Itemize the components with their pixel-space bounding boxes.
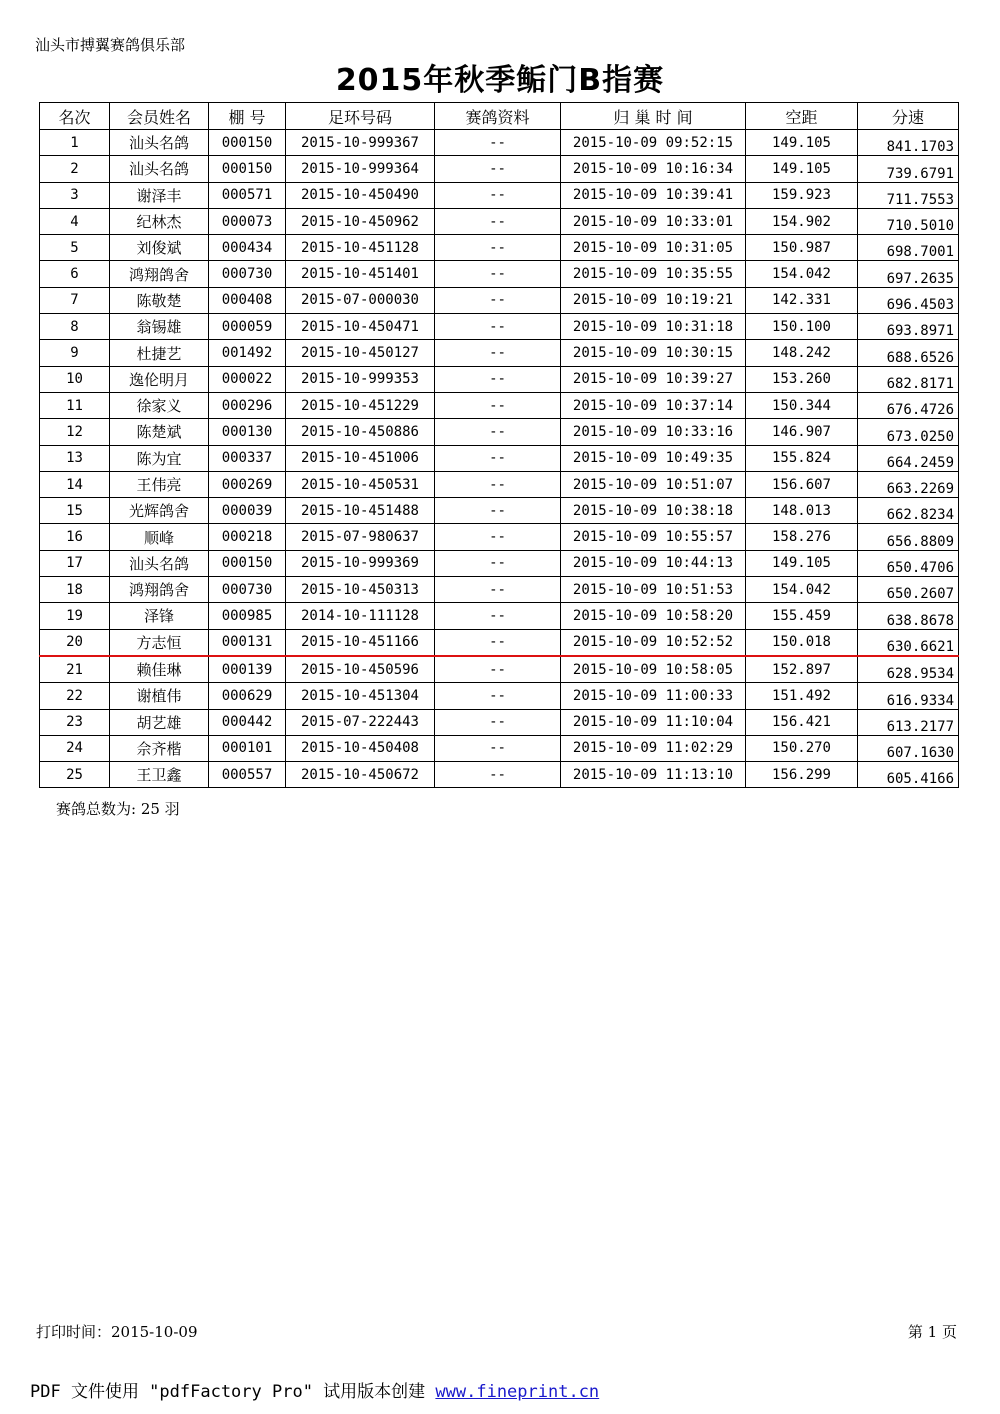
loft-cell: 000150 bbox=[209, 156, 286, 182]
ring-number-cell: 2015-10-999367 bbox=[286, 130, 435, 156]
distance-cell: 153.260 bbox=[746, 366, 858, 392]
column-header-ring: 足环号码 bbox=[286, 103, 435, 130]
member-name-cell: 翁锡雄 bbox=[110, 314, 209, 340]
arrival-time-cell: 2015-10-09 10:52:52 bbox=[561, 629, 746, 656]
member-name-cell: 陈敬楚 bbox=[110, 287, 209, 313]
distance-cell: 150.270 bbox=[746, 735, 858, 761]
speed-cell: 711.7553 bbox=[858, 182, 959, 208]
arrival-time-cell: 2015-10-09 09:52:15 bbox=[561, 130, 746, 156]
organization-name: 汕头市搏翼赛鸽俱乐部 bbox=[35, 36, 186, 54]
member-name-cell: 逸伦明月 bbox=[110, 366, 209, 392]
loft-cell: 000022 bbox=[209, 366, 286, 392]
table-row bbox=[40, 314, 959, 340]
distance-cell: 154.902 bbox=[746, 208, 858, 234]
results-table bbox=[39, 102, 959, 788]
ring-number-cell: 2015-10-451006 bbox=[286, 445, 435, 471]
loft-cell: 000985 bbox=[209, 603, 286, 629]
table-row bbox=[40, 471, 959, 497]
speed-cell: 688.6526 bbox=[858, 340, 959, 366]
info-cell: -- bbox=[435, 182, 561, 208]
distance-cell: 154.042 bbox=[746, 261, 858, 287]
loft-cell: 000059 bbox=[209, 314, 286, 340]
column-header-info: 赛鸽资料 bbox=[435, 103, 561, 130]
rank-cell: 18 bbox=[40, 577, 110, 603]
distance-cell: 155.459 bbox=[746, 603, 858, 629]
speed-cell: 607.1630 bbox=[858, 735, 959, 761]
arrival-time-cell: 2015-10-09 10:35:55 bbox=[561, 261, 746, 287]
table-row bbox=[40, 709, 959, 735]
ring-number-cell: 2015-10-450313 bbox=[286, 577, 435, 603]
info-cell: -- bbox=[435, 577, 561, 603]
member-name-cell: 汕头名鸽 bbox=[110, 156, 209, 182]
speed-cell: 739.6791 bbox=[858, 156, 959, 182]
speed-cell: 696.4503 bbox=[858, 287, 959, 313]
speed-cell: 616.9334 bbox=[858, 683, 959, 709]
arrival-time-cell: 2015-10-09 10:58:20 bbox=[561, 603, 746, 629]
loft-cell: 000434 bbox=[209, 235, 286, 261]
column-header-distance: 空距 bbox=[746, 103, 858, 130]
table-row bbox=[40, 261, 959, 287]
ring-number-cell: 2015-07-222443 bbox=[286, 709, 435, 735]
rank-cell: 23 bbox=[40, 709, 110, 735]
column-header-rank: 名次 bbox=[40, 103, 110, 130]
speed-cell: 676.4726 bbox=[858, 392, 959, 418]
rank-cell: 20 bbox=[40, 629, 110, 656]
distance-cell: 152.897 bbox=[746, 656, 858, 683]
info-cell: -- bbox=[435, 419, 561, 445]
print-time: 打印时间：2015-10-09 bbox=[36, 1323, 198, 1341]
distance-cell: 154.042 bbox=[746, 577, 858, 603]
rank-cell: 16 bbox=[40, 524, 110, 550]
rank-cell: 5 bbox=[40, 235, 110, 261]
info-cell: -- bbox=[435, 235, 561, 261]
ring-number-cell: 2015-10-450408 bbox=[286, 735, 435, 761]
speed-cell: 656.8809 bbox=[858, 524, 959, 550]
rank-cell: 17 bbox=[40, 550, 110, 576]
arrival-time-cell: 2015-10-09 11:10:04 bbox=[561, 709, 746, 735]
member-name-cell: 徐家义 bbox=[110, 392, 209, 418]
loft-cell: 000730 bbox=[209, 577, 286, 603]
distance-cell: 159.923 bbox=[746, 182, 858, 208]
member-name-cell: 王伟亮 bbox=[110, 471, 209, 497]
ring-number-cell: 2015-10-451229 bbox=[286, 392, 435, 418]
arrival-time-cell: 2015-10-09 10:33:16 bbox=[561, 419, 746, 445]
ring-number-cell: 2015-10-450886 bbox=[286, 419, 435, 445]
loft-cell: 000131 bbox=[209, 629, 286, 656]
ring-number-cell: 2014-10-111128 bbox=[286, 603, 435, 629]
arrival-time-cell: 2015-10-09 11:13:10 bbox=[561, 762, 746, 788]
info-cell: -- bbox=[435, 340, 561, 366]
speed-cell: 697.2635 bbox=[858, 261, 959, 287]
rank-cell: 11 bbox=[40, 392, 110, 418]
ring-number-cell: 2015-10-451488 bbox=[286, 498, 435, 524]
member-name-cell: 鸿翔鸽舍 bbox=[110, 261, 209, 287]
member-name-cell: 方志恒 bbox=[110, 629, 209, 656]
ring-number-cell: 2015-10-451128 bbox=[286, 235, 435, 261]
rank-cell: 7 bbox=[40, 287, 110, 313]
distance-cell: 142.331 bbox=[746, 287, 858, 313]
rank-cell: 12 bbox=[40, 419, 110, 445]
distance-cell: 149.105 bbox=[746, 550, 858, 576]
speed-cell: 710.5010 bbox=[858, 208, 959, 234]
arrival-time-cell: 2015-10-09 11:02:29 bbox=[561, 735, 746, 761]
info-cell: -- bbox=[435, 392, 561, 418]
rank-cell: 21 bbox=[40, 656, 110, 683]
distance-cell: 155.824 bbox=[746, 445, 858, 471]
arrival-time-cell: 2015-10-09 10:37:14 bbox=[561, 392, 746, 418]
table-row bbox=[40, 498, 959, 524]
rank-cell: 15 bbox=[40, 498, 110, 524]
column-header-loft: 棚 号 bbox=[209, 103, 286, 130]
table-row bbox=[40, 524, 959, 550]
ring-number-cell: 2015-10-450490 bbox=[286, 182, 435, 208]
table-row bbox=[40, 208, 959, 234]
member-name-cell: 刘俊斌 bbox=[110, 235, 209, 261]
ring-number-cell: 2015-10-450471 bbox=[286, 314, 435, 340]
distance-cell: 149.105 bbox=[746, 130, 858, 156]
info-cell: -- bbox=[435, 683, 561, 709]
table-row bbox=[40, 419, 959, 445]
arrival-time-cell: 2015-10-09 11:00:33 bbox=[561, 683, 746, 709]
member-name-cell: 陈为宜 bbox=[110, 445, 209, 471]
distance-cell: 150.987 bbox=[746, 235, 858, 261]
table-row bbox=[40, 683, 959, 709]
loft-cell: 000101 bbox=[209, 735, 286, 761]
page-number: 第 1 页 bbox=[907, 1323, 957, 1341]
rank-cell: 19 bbox=[40, 603, 110, 629]
speed-cell: 628.9534 bbox=[858, 656, 959, 683]
loft-cell: 000150 bbox=[209, 130, 286, 156]
rank-cell: 24 bbox=[40, 735, 110, 761]
arrival-time-cell: 2015-10-09 10:51:53 bbox=[561, 577, 746, 603]
column-header-arrival: 归 巢 时 间 bbox=[561, 103, 746, 130]
table-row bbox=[40, 340, 959, 366]
distance-cell: 156.607 bbox=[746, 471, 858, 497]
speed-cell: 662.8234 bbox=[858, 498, 959, 524]
loft-cell: 000337 bbox=[209, 445, 286, 471]
member-name-cell: 谢植伟 bbox=[110, 683, 209, 709]
rank-cell: 3 bbox=[40, 182, 110, 208]
loft-cell: 000073 bbox=[209, 208, 286, 234]
column-header-member: 会员姓名 bbox=[110, 103, 209, 130]
table-row bbox=[40, 235, 959, 261]
distance-cell: 156.299 bbox=[746, 762, 858, 788]
speed-cell: 630.6621 bbox=[858, 629, 959, 656]
info-cell: -- bbox=[435, 314, 561, 340]
info-cell: -- bbox=[435, 208, 561, 234]
loft-cell: 000130 bbox=[209, 419, 286, 445]
speed-cell: 682.8171 bbox=[858, 366, 959, 392]
ring-number-cell: 2015-10-451304 bbox=[286, 683, 435, 709]
table-row bbox=[40, 550, 959, 576]
table-row bbox=[40, 156, 959, 182]
arrival-time-cell: 2015-10-09 10:30:15 bbox=[561, 340, 746, 366]
speed-cell: 638.8678 bbox=[858, 603, 959, 629]
member-name-cell: 汕头名鸽 bbox=[110, 130, 209, 156]
loft-cell: 001492 bbox=[209, 340, 286, 366]
arrival-time-cell: 2015-10-09 10:31:18 bbox=[561, 314, 746, 340]
arrival-time-cell: 2015-10-09 10:44:13 bbox=[561, 550, 746, 576]
pdf-notice-text: PDF 文件使用 "pdfFactory Pro" 试用版本创建 bbox=[30, 1382, 436, 1402]
speed-cell: 663.2269 bbox=[858, 471, 959, 497]
member-name-cell: 陈楚斌 bbox=[110, 419, 209, 445]
ring-number-cell: 2015-10-450672 bbox=[286, 762, 435, 788]
table-row bbox=[40, 735, 959, 761]
ring-number-cell: 2015-10-999353 bbox=[286, 366, 435, 392]
ring-number-cell: 2015-10-999369 bbox=[286, 550, 435, 576]
info-cell: -- bbox=[435, 629, 561, 656]
distance-cell: 158.276 bbox=[746, 524, 858, 550]
info-cell: -- bbox=[435, 735, 561, 761]
arrival-time-cell: 2015-10-09 10:31:05 bbox=[561, 235, 746, 261]
column-header-speed: 分速 bbox=[858, 103, 959, 130]
member-name-cell: 泽锋 bbox=[110, 603, 209, 629]
distance-cell: 148.242 bbox=[746, 340, 858, 366]
arrival-time-cell: 2015-10-09 10:58:05 bbox=[561, 656, 746, 683]
loft-cell: 000557 bbox=[209, 762, 286, 788]
ring-number-cell: 2015-10-450962 bbox=[286, 208, 435, 234]
info-cell: -- bbox=[435, 287, 561, 313]
arrival-time-cell: 2015-10-09 10:16:34 bbox=[561, 156, 746, 182]
info-cell: -- bbox=[435, 156, 561, 182]
table-row bbox=[40, 392, 959, 418]
member-name-cell: 谢泽丰 bbox=[110, 182, 209, 208]
distance-cell: 149.105 bbox=[746, 156, 858, 182]
info-cell: -- bbox=[435, 603, 561, 629]
arrival-time-cell: 2015-10-09 10:51:07 bbox=[561, 471, 746, 497]
loft-cell: 000039 bbox=[209, 498, 286, 524]
table-header-row bbox=[40, 103, 959, 130]
table-row bbox=[40, 762, 959, 788]
info-cell: -- bbox=[435, 762, 561, 788]
loft-cell: 000296 bbox=[209, 392, 286, 418]
info-cell: -- bbox=[435, 366, 561, 392]
rank-cell: 6 bbox=[40, 261, 110, 287]
table-row bbox=[40, 182, 959, 208]
info-cell: -- bbox=[435, 261, 561, 287]
member-name-cell: 纪林杰 bbox=[110, 208, 209, 234]
loft-cell: 000442 bbox=[209, 709, 286, 735]
ring-number-cell: 2015-07-000030 bbox=[286, 287, 435, 313]
rank-cell: 2 bbox=[40, 156, 110, 182]
info-cell: -- bbox=[435, 445, 561, 471]
arrival-time-cell: 2015-10-09 10:38:18 bbox=[561, 498, 746, 524]
arrival-time-cell: 2015-10-09 10:19:21 bbox=[561, 287, 746, 313]
rank-cell: 22 bbox=[40, 683, 110, 709]
table-row bbox=[40, 656, 959, 683]
distance-cell: 150.018 bbox=[746, 629, 858, 656]
speed-cell: 673.0250 bbox=[858, 419, 959, 445]
speed-cell: 664.2459 bbox=[858, 445, 959, 471]
ring-number-cell: 2015-10-999364 bbox=[286, 156, 435, 182]
member-name-cell: 汕头名鸽 bbox=[110, 550, 209, 576]
speed-cell: 613.2177 bbox=[858, 709, 959, 735]
member-name-cell: 赖佳琳 bbox=[110, 656, 209, 683]
rank-cell: 10 bbox=[40, 366, 110, 392]
arrival-time-cell: 2015-10-09 10:55:57 bbox=[561, 524, 746, 550]
distance-cell: 150.344 bbox=[746, 392, 858, 418]
total-count: 赛鸽总数为: 25 羽 bbox=[56, 800, 180, 818]
distance-cell: 148.013 bbox=[746, 498, 858, 524]
info-cell: -- bbox=[435, 550, 561, 576]
member-name-cell: 鸿翔鸽舍 bbox=[110, 577, 209, 603]
rank-cell: 13 bbox=[40, 445, 110, 471]
arrival-time-cell: 2015-10-09 10:49:35 bbox=[561, 445, 746, 471]
table-row bbox=[40, 366, 959, 392]
speed-cell: 650.2607 bbox=[858, 577, 959, 603]
pdf-notice bbox=[30, 1377, 599, 1402]
member-name-cell: 王卫鑫 bbox=[110, 762, 209, 788]
info-cell: -- bbox=[435, 130, 561, 156]
distance-cell: 150.100 bbox=[746, 314, 858, 340]
rank-cell: 25 bbox=[40, 762, 110, 788]
rank-cell: 8 bbox=[40, 314, 110, 340]
rank-cell: 9 bbox=[40, 340, 110, 366]
table-row bbox=[40, 130, 959, 156]
page-title: 2015年秋季鲘门B指赛 bbox=[335, 63, 665, 98]
distance-cell: 146.907 bbox=[746, 419, 858, 445]
table-row bbox=[40, 629, 959, 656]
info-cell: -- bbox=[435, 709, 561, 735]
member-name-cell: 佘齐楷 bbox=[110, 735, 209, 761]
arrival-time-cell: 2015-10-09 10:39:41 bbox=[561, 182, 746, 208]
ring-number-cell: 2015-10-450596 bbox=[286, 656, 435, 683]
distance-cell: 151.492 bbox=[746, 683, 858, 709]
ring-number-cell: 2015-10-450127 bbox=[286, 340, 435, 366]
speed-cell: 698.7001 bbox=[858, 235, 959, 261]
info-cell: -- bbox=[435, 471, 561, 497]
rank-cell: 1 bbox=[40, 130, 110, 156]
speed-cell: 841.1703 bbox=[858, 130, 959, 156]
ring-number-cell: 2015-07-980637 bbox=[286, 524, 435, 550]
loft-cell: 000408 bbox=[209, 287, 286, 313]
distance-cell: 156.421 bbox=[746, 709, 858, 735]
loft-cell: 000139 bbox=[209, 656, 286, 683]
rank-cell: 4 bbox=[40, 208, 110, 234]
member-name-cell: 杜捷艺 bbox=[110, 340, 209, 366]
table-row bbox=[40, 603, 959, 629]
info-cell: -- bbox=[435, 498, 561, 524]
ring-number-cell: 2015-10-451401 bbox=[286, 261, 435, 287]
loft-cell: 000571 bbox=[209, 182, 286, 208]
speed-cell: 693.8971 bbox=[858, 314, 959, 340]
table-row bbox=[40, 287, 959, 313]
speed-cell: 605.4166 bbox=[858, 762, 959, 788]
loft-cell: 000269 bbox=[209, 471, 286, 497]
arrival-time-cell: 2015-10-09 10:39:27 bbox=[561, 366, 746, 392]
speed-cell: 650.4706 bbox=[858, 550, 959, 576]
rank-cell: 14 bbox=[40, 471, 110, 497]
loft-cell: 000629 bbox=[209, 683, 286, 709]
info-cell: -- bbox=[435, 656, 561, 683]
member-name-cell: 光辉鸽舍 bbox=[110, 498, 209, 524]
ring-number-cell: 2015-10-450531 bbox=[286, 471, 435, 497]
loft-cell: 000218 bbox=[209, 524, 286, 550]
arrival-time-cell: 2015-10-09 10:33:01 bbox=[561, 208, 746, 234]
loft-cell: 000730 bbox=[209, 261, 286, 287]
fineprint-link[interactable]: www.fineprint.cn bbox=[435, 1382, 600, 1402]
member-name-cell: 顺峰 bbox=[110, 524, 209, 550]
loft-cell: 000150 bbox=[209, 550, 286, 576]
ring-number-cell: 2015-10-451166 bbox=[286, 629, 435, 656]
info-cell: -- bbox=[435, 524, 561, 550]
member-name-cell: 胡艺雄 bbox=[110, 709, 209, 735]
table-row bbox=[40, 577, 959, 603]
table-row bbox=[40, 445, 959, 471]
